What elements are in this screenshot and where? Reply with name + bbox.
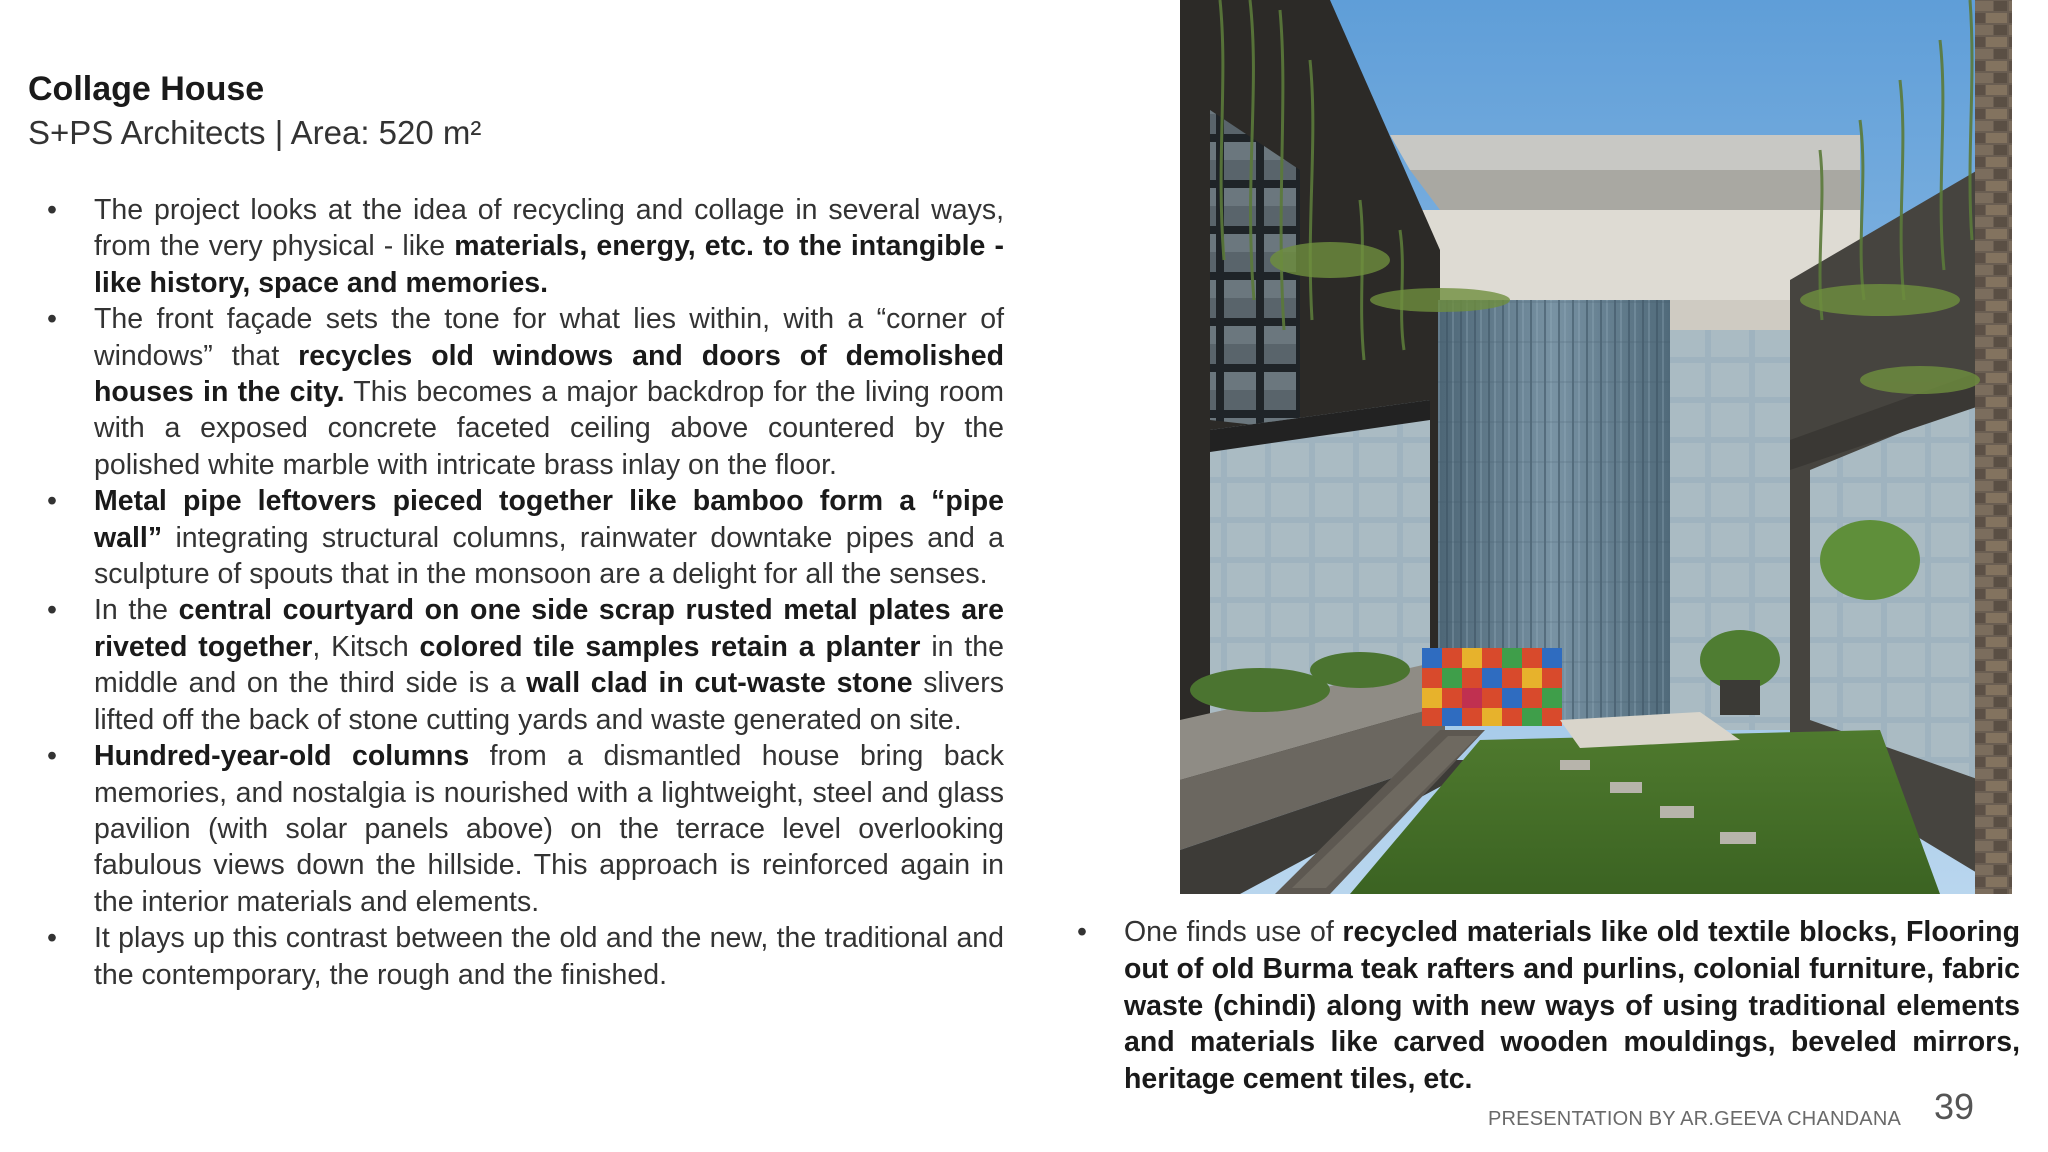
page-number: 39 bbox=[1934, 1086, 1975, 1127]
bullet-dot: • bbox=[47, 194, 57, 226]
bold-text-segment: Hundred-year-old columns bbox=[94, 740, 470, 773]
list-item bbox=[42, 192, 1004, 301]
bullet-dot: • bbox=[47, 303, 57, 336]
list-item bbox=[1072, 914, 2020, 1098]
text-segment: The project looks at the idea of recycling and collage in several ways, from the very physical - like bbox=[94, 194, 1004, 263]
bullet-dot: • bbox=[47, 594, 57, 627]
bold-text-segment: colored tile samples retain a planter bbox=[419, 630, 921, 663]
text-segment: One finds use of bbox=[1124, 916, 1343, 948]
text-segment: integrating structural columns, rainwater downtake pipes and a sculpture of spouts that in the monsoon are a delight for all the senses. bbox=[94, 521, 1004, 591]
bold-text-segment: Metal pipe leftovers pieced together like bamboo form a “pipe wall” bbox=[94, 485, 1004, 554]
courtyard-photo bbox=[1180, 0, 2012, 894]
bullet-dot: • bbox=[47, 740, 57, 773]
description-bullet-list bbox=[42, 192, 1004, 993]
text-segment: It plays up this contrast between the old and the new, the traditional and the contemporary, the rough and the finished. bbox=[94, 922, 1004, 991]
presenter-credit: PRESENTATION BY AR.GEEVA CHANDANA bbox=[1488, 1108, 1901, 1130]
text-segment: slivers lifted off the back of stone cutting yards and waste generated on site. bbox=[94, 667, 1004, 736]
courtyard-illustration bbox=[1180, 0, 2012, 894]
materials-note bbox=[1072, 914, 2020, 1098]
text-segment: In the bbox=[94, 594, 179, 627]
text-segment: in the middle and on the third side is a bbox=[94, 630, 1004, 700]
text-segment: This becomes a major backdrop for the living room with a exposed concrete faceted ceiling above countered by the polished white marble with intricate brass inlay on the floor. bbox=[94, 376, 1004, 481]
page-subtitle: S+PS Architects | Area: 520 m² bbox=[28, 114, 482, 151]
list-item bbox=[42, 592, 1004, 738]
list-item bbox=[42, 483, 1004, 592]
list-item bbox=[42, 920, 1004, 993]
bold-text-segment: materials, energy, etc. to the intangible - like history, space and memories. bbox=[94, 230, 1004, 299]
text-segment: The front façade sets the tone for what lies within, with a “corner of windows” that bbox=[94, 303, 1004, 372]
page-title: Collage House bbox=[28, 70, 265, 108]
bold-text-segment: wall clad in cut-waste stone bbox=[526, 667, 913, 700]
list-item bbox=[42, 301, 1004, 483]
bullet-dot: • bbox=[47, 485, 57, 518]
tile-planter bbox=[1422, 648, 1562, 726]
text-segment: from a dismantled house bring back memories, and nostalgia is nourished with a lightweight, steel and glass pavilion (with solar panels above) on the terrace level overlooking fabulous views down the hillside. This approach is reinforced again in the interior materials and elements. bbox=[94, 740, 1005, 918]
bold-text-segment: recycles old windows and doors of demolished houses in the city. bbox=[94, 339, 1004, 409]
bold-text-segment: recycled materials like old textile blocks, Flooring out of old Burma teak rafters and purlins, colonial furniture, fabric waste (chindi) along with new ways of using traditional elements and materials like carved wooden mouldings, beveled mirrors, heritage cement tiles, etc. bbox=[1124, 916, 2020, 1096]
bold-text-segment: central courtyard on one side scrap rusted metal plates are riveted together bbox=[94, 594, 1004, 663]
bullet-dot: • bbox=[1077, 916, 1087, 948]
list-item bbox=[42, 738, 1004, 920]
text-segment: , Kitsch bbox=[312, 630, 420, 663]
bullet-dot: • bbox=[47, 922, 57, 955]
